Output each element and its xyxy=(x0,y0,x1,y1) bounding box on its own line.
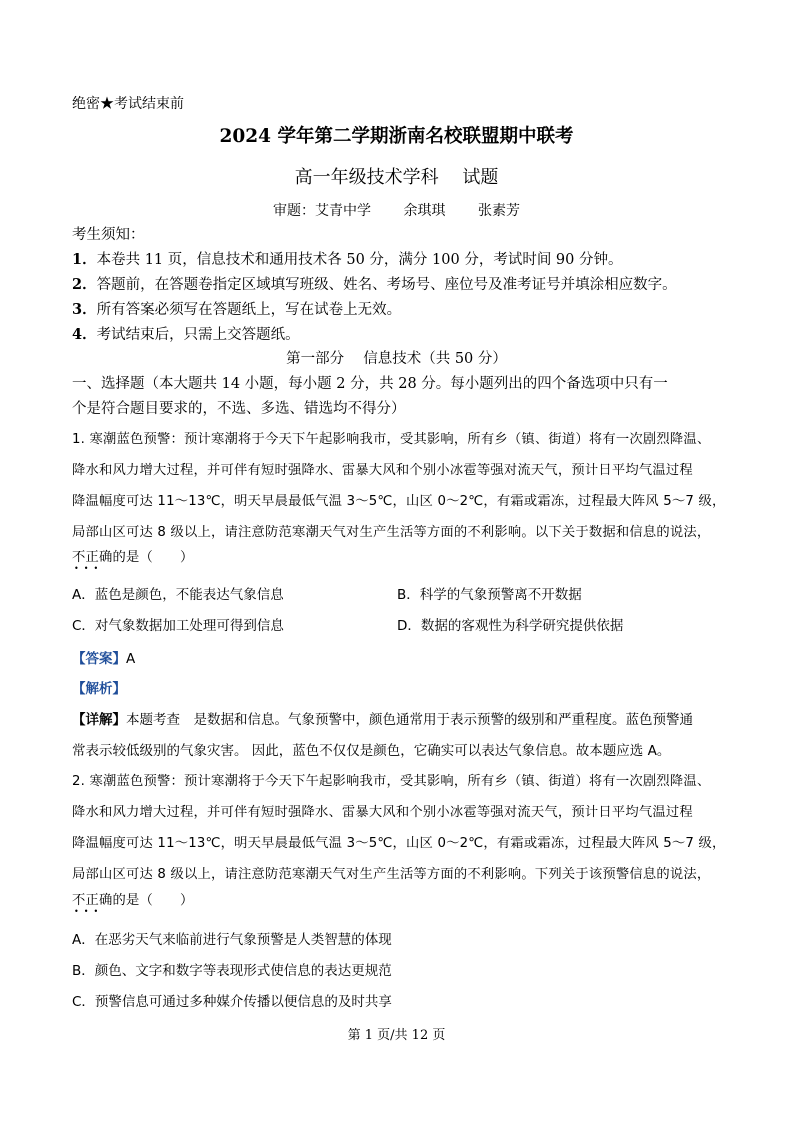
reviewer-name-2: 张素芳 xyxy=(477,203,520,219)
option-a: A．蓝色是颜色，不能表达气象信息 xyxy=(72,587,284,603)
reviewers-line xyxy=(0,200,793,220)
question-2-text: 降水和风力增大过程，并可伴有短时强降水、雷暴大风和个别小冰雹等强对流天气，预计日平均气温过程 xyxy=(72,805,693,820)
question-1-text: 局部山区可达 8 级以上，请注意防范寒潮天气对生产生活等方面的不利影响。以下关于数据和信息的说法， xyxy=(72,525,711,540)
question-1-text: 不正确的是（ ） xyxy=(72,550,194,565)
analysis-label: 【解析】 xyxy=(72,681,126,697)
confidential-mark: 绝密★考试结束前 xyxy=(72,96,184,112)
page-footer: 第 1 页/共 12 页 xyxy=(347,1028,446,1043)
answer-label: 【答案】 xyxy=(72,651,126,667)
detail-line: 常表示较低级别的气象灾害。 因此，蓝色不仅仅是颜色，它确实可以表达气象信息。故本题应选 A。 xyxy=(72,743,671,759)
detail-label: 【详解】 xyxy=(72,712,126,728)
answer-value: A xyxy=(126,651,136,667)
question-1-text: 降水和风力增大过程，并可伴有短时强降水、雷暴大风和个别小冰雹等强对流天气，预计日平均气温过程 xyxy=(72,463,693,478)
option-c: C．预警信息可通过多种媒介传播以便信息的及时共享 xyxy=(72,994,392,1010)
notice-item: 1．本卷共 11 页，信息技术和通用技术各 50 分，满分 100 分，考试时间 90 分钟。 xyxy=(72,251,623,268)
emphasis-dots: ••• xyxy=(74,564,104,573)
question-2-text: 降温幅度可达 11～13℃，明天早晨最低气温 3～5℃，山区 0～2℃，有霜或霜冻，过程最大阵风 5～7 级， xyxy=(72,836,726,851)
section-instructions: 一、选择题（本大题共 14 小题，每小题 2 分，共 28 分。每小题列出的四个备选项中只有一 xyxy=(72,376,668,392)
answer-line xyxy=(72,647,135,667)
notice-item: 2．答题前，在答题卷指定区域填写班级、姓名、考场号、座位号及准考证号并填涂相应数字。 xyxy=(72,276,677,293)
option-a: A．在恶劣天气来临前进行气象预警是人类智慧的体现 xyxy=(72,932,392,948)
detail-line: 【详解】本题考查 是数据和信息。气象预警中，颜色通常用于表示预警的级别和严重程度。蓝色预警通 xyxy=(72,712,693,728)
question-2-text: 2. 寒潮蓝色预警：预计寒潮将于今天下午起影响我市，受其影响，所有乡（镇、街道）将有一次剧烈降温、 xyxy=(72,774,711,789)
part-title: 第一部分 信息技术（共 50 分） xyxy=(286,351,507,367)
notice-heading: 考生须知： xyxy=(72,227,145,243)
notice-item: 3．所有答案必须写在答题纸上，写在试卷上无效。 xyxy=(72,301,402,318)
option-b: B．颜色、文字和数字等表现形式使信息的表达更规范 xyxy=(72,963,392,979)
option-d: D．数据的客观性为科学研究提供依据 xyxy=(397,618,624,634)
section-instructions: 个是符合题目要求的，不选、多选、错选均不得分） xyxy=(72,401,406,417)
question-1-text: 1. 寒潮蓝色预警：预计寒潮将于今天下午起影响我市，受其影响，所有乡（镇、街道）将有一次剧烈降温、 xyxy=(72,432,711,447)
question-2-text: 不正确的是（ ） xyxy=(72,893,194,908)
notice-item: 4．考试结束后，只需上交答题纸。 xyxy=(72,326,300,343)
question-2-text: 局部山区可达 8 级以上，请注意防范寒潮天气对生产生活等方面的不利影响。下列关于该预警信息的说法， xyxy=(72,867,711,882)
question-1-text: 降温幅度可达 11～13℃，明天早晨最低气温 3～5℃，山区 0～2℃，有霜或霜冻，过程最大阵风 5～7 级， xyxy=(72,494,726,509)
reviewer-school: 审题：艾青中学 xyxy=(273,203,372,219)
reviewer-name-1: 余琪琪 xyxy=(403,203,446,219)
option-c: C．对气象数据加工处理可得到信息 xyxy=(72,618,284,634)
option-b: B．科学的气象预警离不开数据 xyxy=(397,587,582,603)
exam-subtitle: 高一年级技术学科 试题 xyxy=(294,167,499,188)
emphasis-dots: ••• xyxy=(74,907,104,916)
exam-title: 2024 学年第二学期浙南名校联盟期中联考 xyxy=(219,126,574,147)
